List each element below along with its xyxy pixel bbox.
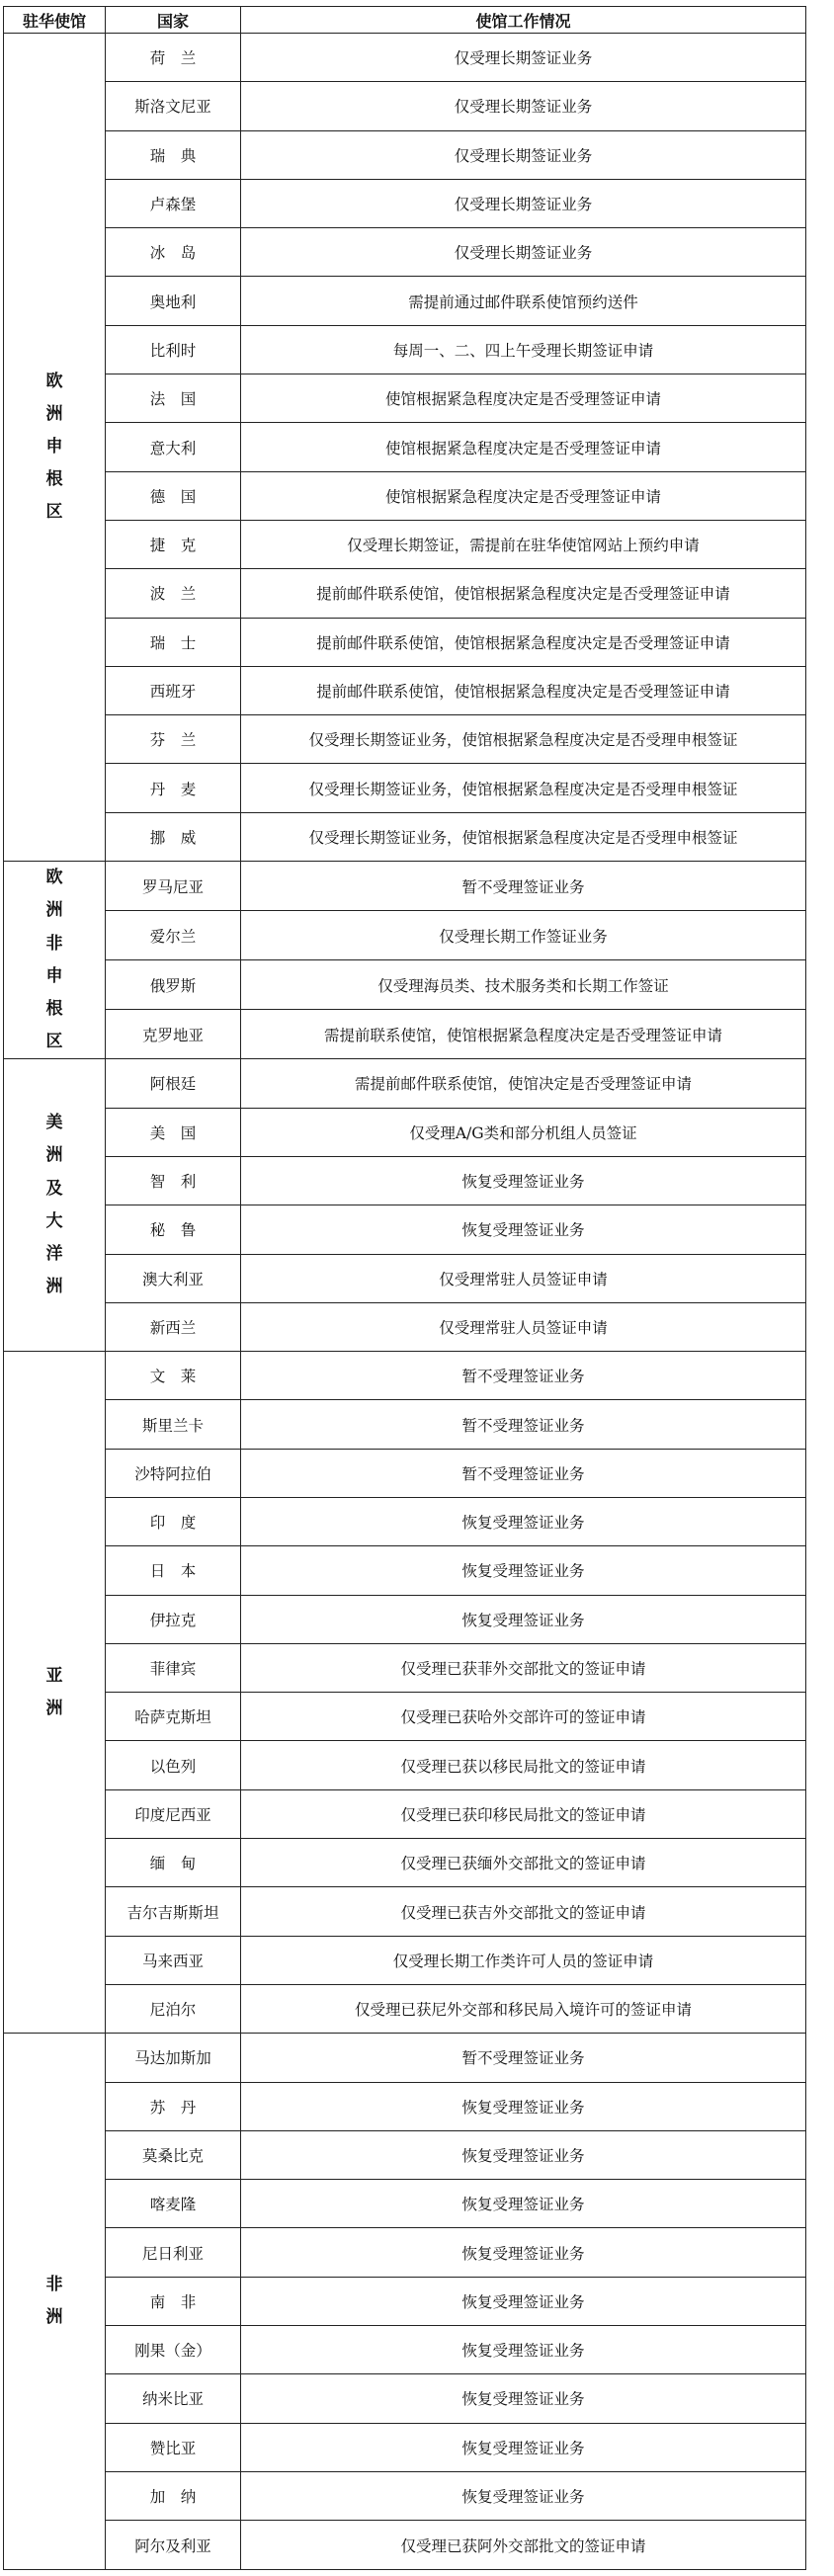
country-cell: 智 利 [106, 1156, 241, 1205]
country-cell: 卢森堡 [106, 179, 241, 227]
status-cell: 恢复受理签证业务 [241, 2326, 806, 2374]
country-cell: 马来西亚 [106, 1936, 241, 1984]
table-row [4, 1498, 806, 1546]
status-cell: 仅受理长期签证业务 [241, 34, 806, 82]
country-cell: 奥地利 [106, 277, 241, 325]
country-cell: 瑞 典 [106, 130, 241, 179]
country-cell: 斯洛文尼亚 [106, 82, 241, 130]
table-body [4, 34, 806, 2570]
status-cell: 恢复受理签证业务 [241, 2082, 806, 2130]
country-cell: 尼泊尔 [106, 1984, 241, 2033]
table-row [4, 1449, 806, 1497]
country-cell: 加 纳 [106, 2471, 241, 2520]
status-cell: 恢复受理签证业务 [241, 1546, 806, 1595]
table-row [4, 1693, 806, 1741]
region-cell [4, 862, 106, 1059]
table-row [4, 2082, 806, 2130]
status-cell: 仅受理长期签证业务，使馆根据紧急程度决定是否受理申根签证 [241, 764, 806, 812]
region-label-char: 区 [45, 1031, 63, 1051]
table-row [4, 1984, 806, 2033]
table-row [4, 1546, 806, 1595]
country-cell: 法 国 [106, 374, 241, 423]
country-cell: 比利时 [106, 325, 241, 374]
region-label-char: 及 [45, 1178, 63, 1199]
country-cell: 挪 威 [106, 812, 241, 861]
table-row [4, 82, 806, 130]
status-cell: 使馆根据紧急程度决定是否受理签证申请 [241, 374, 806, 423]
table-row [4, 911, 806, 960]
table-row [4, 1887, 806, 1936]
table-row [4, 2277, 806, 2325]
status-cell: 需提前通过邮件联系使馆预约送件 [241, 277, 806, 325]
region-label-char: 欧 [45, 371, 63, 391]
country-cell: 纳米比亚 [106, 2374, 241, 2423]
table-row [4, 1156, 806, 1205]
region-cell [4, 1059, 106, 1352]
country-cell: 克罗地亚 [106, 1010, 241, 1059]
status-cell: 仅受理长期签证业务 [241, 82, 806, 130]
region-label-char: 洲 [45, 1145, 63, 1166]
country-cell: 阿尔及利亚 [106, 2521, 241, 2570]
region-label-char: 洋 [45, 1243, 63, 1264]
table-row [4, 1400, 806, 1449]
region-label-char: 申 [45, 965, 63, 986]
status-cell: 仅受理长期工作类许可人员的签证申请 [241, 1936, 806, 1984]
table-row [4, 1839, 806, 1887]
status-cell: 仅受理已获吉外交部批文的签证申请 [241, 1887, 806, 1936]
table-row [4, 862, 806, 911]
table-row [4, 2034, 806, 2082]
status-cell: 仅受理长期签证业务 [241, 130, 806, 179]
country-cell: 芬 兰 [106, 715, 241, 764]
country-cell: 捷 克 [106, 520, 241, 568]
status-cell: 暂不受理签证业务 [241, 1400, 806, 1449]
region-label-char: 美 [45, 1113, 63, 1133]
status-cell: 仅受理长期签证业务 [241, 179, 806, 227]
status-cell: 仅受理长期签证业务，使馆根据紧急程度决定是否受理申根签证 [241, 812, 806, 861]
country-cell: 新西兰 [106, 1302, 241, 1351]
table-row [4, 1595, 806, 1643]
table-row [4, 423, 806, 471]
table-row [4, 1643, 806, 1692]
status-cell: 暂不受理签证业务 [241, 1352, 806, 1400]
status-cell: 暂不受理签证业务 [241, 862, 806, 911]
region-cell [4, 1352, 106, 2034]
region-label-char: 洲 [45, 1698, 63, 1718]
status-cell: 需提前联系使馆，使馆根据紧急程度决定是否受理签证申请 [241, 1010, 806, 1059]
table-row [4, 666, 806, 714]
status-cell: 仅受理常驻人员签证申请 [241, 1302, 806, 1351]
status-cell: 仅受理长期签证业务，使馆根据紧急程度决定是否受理申根签证 [241, 715, 806, 764]
country-cell: 罗马尼亚 [106, 862, 241, 911]
country-cell: 斯里兰卡 [106, 1400, 241, 1449]
header-status: 使馆工作情况 [241, 7, 806, 34]
status-cell: 恢复受理签证业务 [241, 2180, 806, 2228]
status-cell: 仅受理长期工作签证业务 [241, 911, 806, 960]
region-label-char: 洲 [45, 403, 63, 424]
table-row [4, 2326, 806, 2374]
table-header-row [4, 7, 806, 34]
table-row [4, 1302, 806, 1351]
status-cell: 恢复受理签证业务 [241, 1498, 806, 1546]
country-cell: 西班牙 [106, 666, 241, 714]
status-cell: 仅受理已获菲外交部批文的签证申请 [241, 1643, 806, 1692]
region-label-char: 洲 [45, 900, 63, 921]
header-country: 国家 [106, 7, 241, 34]
region-label-char: 洲 [45, 2307, 63, 2328]
status-cell: 恢复受理签证业务 [241, 2471, 806, 2520]
region-label-char: 根 [45, 469, 63, 490]
region-label-char: 申 [45, 436, 63, 457]
table-row [4, 715, 806, 764]
country-cell: 德 国 [106, 471, 241, 520]
table-row [4, 1789, 806, 1838]
status-cell: 提前邮件联系使馆，使馆根据紧急程度决定是否受理签证申请 [241, 666, 806, 714]
country-cell: 哈萨克斯坦 [106, 1693, 241, 1741]
country-cell: 南 非 [106, 2277, 241, 2325]
status-cell: 恢复受理签证业务 [241, 2277, 806, 2325]
table-row [4, 130, 806, 179]
status-cell: 仅受理已获印移民局批文的签证申请 [241, 1789, 806, 1838]
country-cell: 荷 兰 [106, 34, 241, 82]
status-cell: 恢复受理签证业务 [241, 2130, 806, 2179]
country-cell: 文 莱 [106, 1352, 241, 1400]
country-cell: 伊拉克 [106, 1595, 241, 1643]
country-cell: 沙特阿拉伯 [106, 1449, 241, 1497]
country-cell: 以色列 [106, 1741, 241, 1789]
table-row [4, 228, 806, 277]
status-cell: 提前邮件联系使馆，使馆根据紧急程度决定是否受理签证申请 [241, 569, 806, 618]
embassy-visa-status-table [3, 6, 806, 2570]
country-cell: 瑞 士 [106, 618, 241, 666]
country-cell: 日 本 [106, 1546, 241, 1595]
table-row [4, 2228, 806, 2277]
country-cell: 丹 麦 [106, 764, 241, 812]
table-row [4, 520, 806, 568]
country-cell: 赞比亚 [106, 2423, 241, 2471]
country-cell: 马达加斯加 [106, 2034, 241, 2082]
country-cell: 缅 甸 [106, 1839, 241, 1887]
table-row [4, 2423, 806, 2471]
table-row [4, 179, 806, 227]
region-label-char: 亚 [45, 1665, 63, 1686]
table-row [4, 618, 806, 666]
status-cell: 仅受理长期签证业务 [241, 228, 806, 277]
table-row [4, 1254, 806, 1302]
table-row [4, 2180, 806, 2228]
region-cell [4, 2034, 106, 2570]
country-cell: 苏 丹 [106, 2082, 241, 2130]
table-row [4, 34, 806, 82]
country-cell: 意大利 [106, 423, 241, 471]
country-cell: 爱尔兰 [106, 911, 241, 960]
status-cell: 使馆根据紧急程度决定是否受理签证申请 [241, 471, 806, 520]
table-row [4, 1010, 806, 1059]
table-row [4, 764, 806, 812]
status-cell: 仅受理常驻人员签证申请 [241, 1254, 806, 1302]
table-row [4, 2521, 806, 2570]
table-row [4, 1352, 806, 1400]
table-row [4, 812, 806, 861]
status-cell: 恢复受理签证业务 [241, 1595, 806, 1643]
country-cell: 澳大利亚 [106, 1254, 241, 1302]
country-cell: 喀麦隆 [106, 2180, 241, 2228]
country-cell: 尼日利亚 [106, 2228, 241, 2277]
table-row [4, 1936, 806, 1984]
country-cell: 莫桑比克 [106, 2130, 241, 2179]
region-label-char: 欧 [45, 868, 63, 888]
status-cell: 需提前邮件联系使馆，使馆决定是否受理签证申请 [241, 1059, 806, 1108]
country-cell: 阿根廷 [106, 1059, 241, 1108]
status-cell: 仅受理已获尼外交部和移民局入境许可的签证申请 [241, 1984, 806, 2033]
status-cell: 暂不受理签证业务 [241, 2034, 806, 2082]
table-row [4, 569, 806, 618]
region-label-char: 根 [45, 998, 63, 1019]
status-cell: 仅受理已获以移民局批文的签证申请 [241, 1741, 806, 1789]
country-cell: 秘 鲁 [106, 1205, 241, 1254]
status-cell: 仅受理A/G类和部分机组人员签证 [241, 1108, 806, 1156]
country-cell: 吉尔吉斯斯坦 [106, 1887, 241, 1936]
status-cell: 使馆根据紧急程度决定是否受理签证申请 [241, 423, 806, 471]
table-row [4, 277, 806, 325]
status-cell: 恢复受理签证业务 [241, 1156, 806, 1205]
table-row [4, 471, 806, 520]
status-cell: 仅受理已获阿外交部批文的签证申请 [241, 2521, 806, 2570]
status-cell: 每周一、二、四上午受理长期签证申请 [241, 325, 806, 374]
country-cell: 印度尼西亚 [106, 1789, 241, 1838]
status-cell: 仅受理长期签证，需提前在驻华使馆网站上预约申请 [241, 520, 806, 568]
region-label-char: 大 [45, 1210, 63, 1231]
status-cell: 恢复受理签证业务 [241, 2228, 806, 2277]
table-row [4, 2130, 806, 2179]
table-row [4, 1108, 806, 1156]
status-cell: 仅受理已获缅外交部批文的签证申请 [241, 1839, 806, 1887]
country-cell: 刚果（金） [106, 2326, 241, 2374]
status-cell: 提前邮件联系使馆，使馆根据紧急程度决定是否受理签证申请 [241, 618, 806, 666]
table-row [4, 1059, 806, 1108]
table-row [4, 2374, 806, 2423]
region-label-char: 非 [45, 933, 63, 954]
country-cell: 印 度 [106, 1498, 241, 1546]
table-row [4, 1741, 806, 1789]
table-row [4, 2471, 806, 2520]
table-row [4, 325, 806, 374]
country-cell: 美 国 [106, 1108, 241, 1156]
table-row [4, 960, 806, 1010]
status-cell: 暂不受理签证业务 [241, 1449, 806, 1497]
region-label-char: 非 [45, 2274, 63, 2294]
country-cell: 菲律宾 [106, 1643, 241, 1692]
status-cell: 恢复受理签证业务 [241, 2374, 806, 2423]
status-cell: 仅受理海员类、技术服务类和长期工作签证 [241, 960, 806, 1010]
country-cell: 冰 岛 [106, 228, 241, 277]
region-label-char: 洲 [45, 1277, 63, 1296]
status-cell: 恢复受理签证业务 [241, 2423, 806, 2471]
status-cell: 恢复受理签证业务 [241, 1205, 806, 1254]
header-region: 驻华使馆 [4, 7, 106, 34]
table-row [4, 1205, 806, 1254]
table-row [4, 374, 806, 423]
region-label-char: 区 [45, 502, 63, 523]
country-cell: 俄罗斯 [106, 960, 241, 1010]
status-cell: 仅受理已获哈外交部许可的签证申请 [241, 1693, 806, 1741]
country-cell: 波 兰 [106, 569, 241, 618]
region-cell [4, 34, 106, 862]
